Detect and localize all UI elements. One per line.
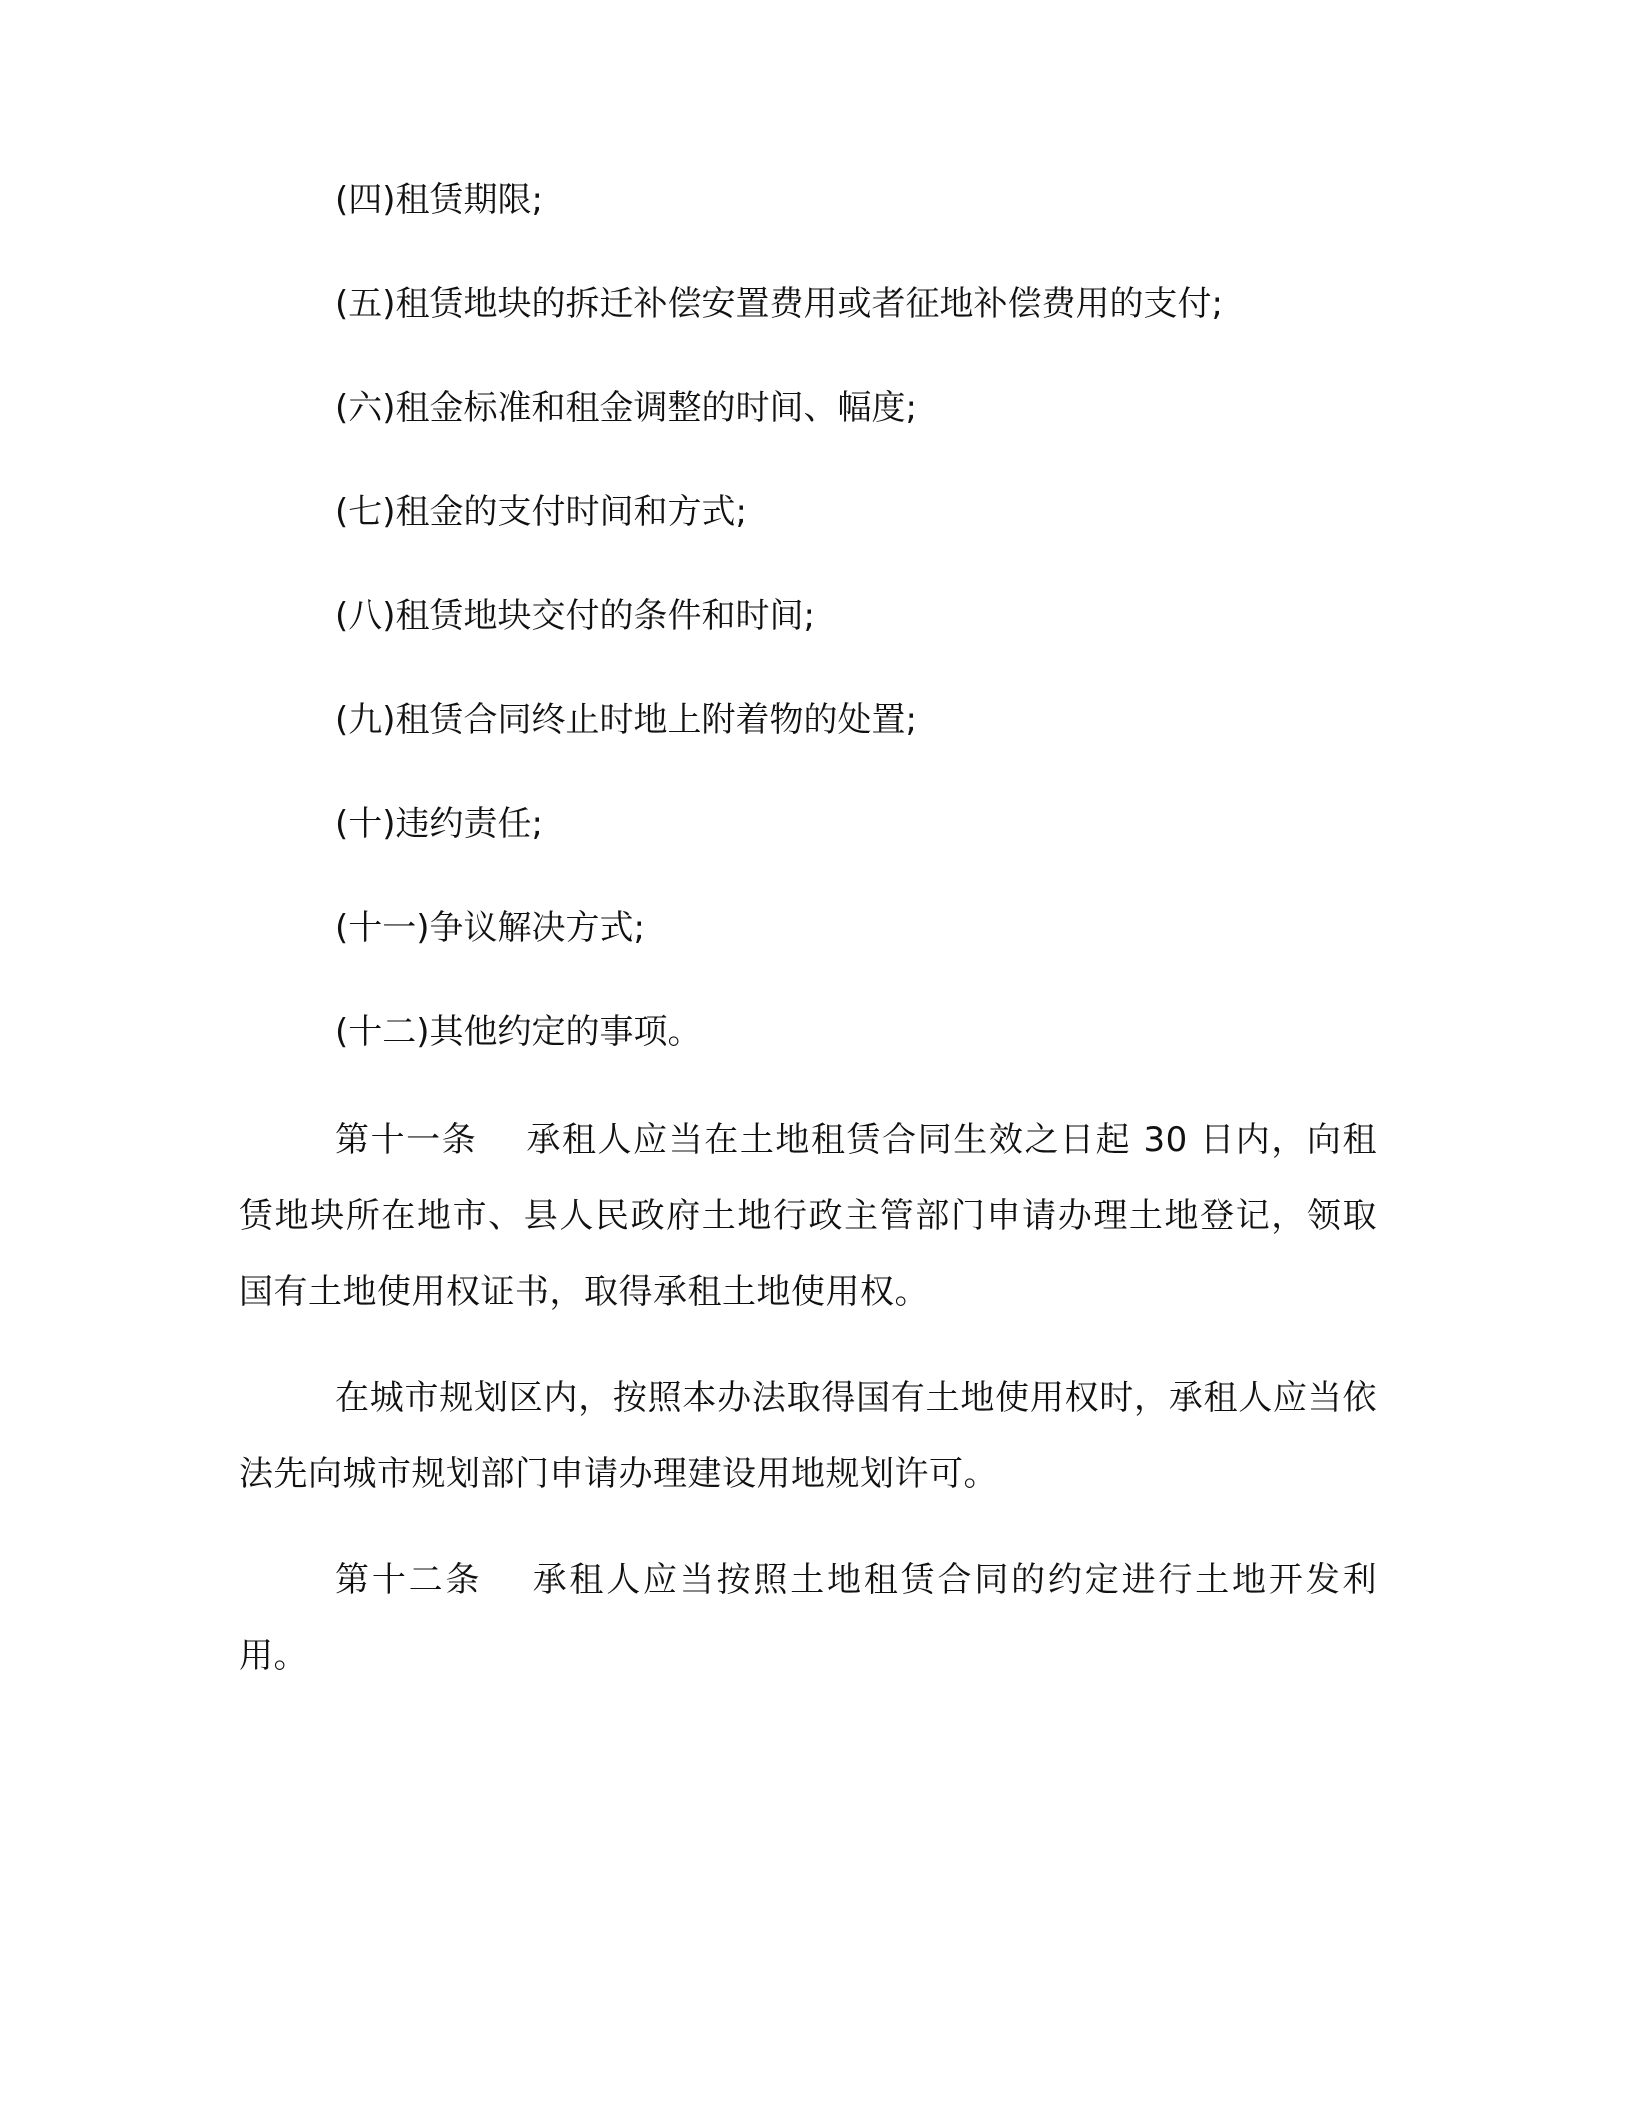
list-item: (六)租金标准和租金调整的时间、幅度; xyxy=(335,388,917,428)
list-item: (十二)其他约定的事项。 xyxy=(335,1012,702,1052)
article-text: 承租人应当在土地租赁合同生效之日起 30 日内，向租赁地块所在地市、县人民政府土地行政主管部门申请办理土地登记，领取国有土地使用权证书，取得承租土地使用权。 xyxy=(239,1120,1377,1312)
list-item: (十)违约责任; xyxy=(335,804,543,844)
list-item: (五)租赁地块的拆迁补偿安置费用或者征地补偿费用的支付; xyxy=(335,284,1223,324)
list-item: (四)租赁期限; xyxy=(335,180,543,220)
list-item: (十一)争议解决方式; xyxy=(335,908,645,948)
list-item: (九)租赁合同终止时地上附着物的处置; xyxy=(335,700,917,740)
document-body xyxy=(239,180,1377,1694)
list-item: (七)租金的支付时间和方式; xyxy=(335,492,747,532)
article-text: 在城市规划区内，按照本办法取得国有土地使用权时，承租人应当依法先向城市规划部门申请办理建设用地规划许可。 xyxy=(239,1378,1377,1494)
article-heading: 第十二条 xyxy=(335,1560,483,1600)
article-text: 承租人应当按照土地租赁合同的约定进行土地开发利用。 xyxy=(239,1560,1378,1676)
article-paragraph xyxy=(239,1102,1377,1330)
list-item: (八)租赁地块交付的条件和时间; xyxy=(335,596,815,636)
article-paragraph xyxy=(239,1360,1377,1512)
article-heading: 第十一条 xyxy=(335,1120,478,1160)
article-paragraph xyxy=(239,1542,1377,1694)
